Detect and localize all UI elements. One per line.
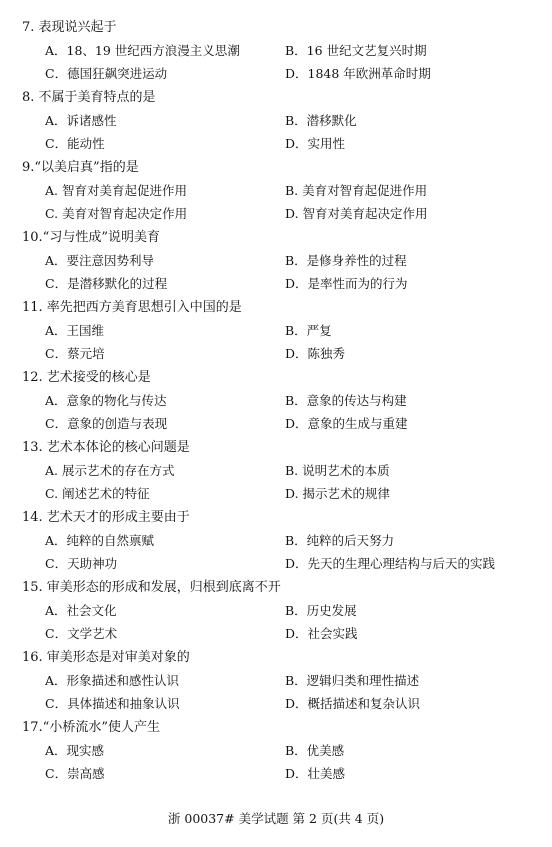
option-a: A．诉诸感性 (45, 113, 117, 128)
option-d: D．壮美感 (285, 766, 346, 781)
question-stem: 8. 不属于美育特点的是 (22, 90, 156, 105)
option-b: B．优美感 (285, 743, 345, 758)
option-a: A．要注意因势利导 (45, 253, 155, 268)
option-a: A．社会文化 (45, 603, 117, 618)
option-b: B．历史发展 (285, 603, 357, 618)
question-stem: 14. 艺术天才的形成主要由于 (22, 510, 190, 525)
option-c: C．具体描述和抽象认识 (45, 696, 180, 711)
question-8 (0, 90, 552, 160)
question-9 (0, 160, 552, 230)
option-a: A. 智育对美育起促进作用 (45, 183, 187, 198)
option-d: D．陈独秀 (285, 346, 346, 361)
option-d: D．实用性 (285, 136, 346, 151)
page-footer: 浙 00037# 美学试题 第 2 页(共 4 页) (167, 811, 385, 826)
option-b: B．意象的传达与构建 (285, 393, 407, 408)
question-17 (0, 720, 552, 790)
question-16 (0, 650, 552, 720)
option-a: A．意象的物化与传达 (45, 393, 167, 408)
question-stem: 9.“以美启真”指的是 (22, 160, 139, 175)
question-stem: 15. 审美形态的形成和发展，归根到底离不开 (22, 580, 281, 595)
option-d: D．先天的生理心理结构与后天的实践 (285, 556, 496, 571)
option-c: C．是潜移默化的过程 (45, 276, 168, 291)
option-a: A．形象描述和感性认识 (45, 673, 180, 688)
option-b: B．潜移默化 (285, 113, 357, 128)
question-10 (0, 230, 552, 300)
question-stem: 17.“小桥流水”使人产生 (22, 720, 160, 735)
option-b: B．逻辑归类和理性描述 (285, 673, 420, 688)
option-c: C．能动性 (45, 136, 105, 151)
question-14 (0, 510, 552, 580)
question-12 (0, 370, 552, 440)
option-c: C．德国狂飙突进运动 (45, 66, 168, 81)
option-d: D．1848 年欧洲革命时期 (285, 66, 431, 81)
question-stem: 12. 艺术接受的核心是 (22, 370, 151, 385)
question-13 (0, 440, 552, 510)
question-7 (0, 20, 552, 90)
question-11 (0, 300, 552, 370)
option-b: B．严复 (285, 323, 332, 338)
option-a: A．纯粹的自然禀赋 (45, 533, 155, 548)
option-b: B．16 世纪文艺复兴时期 (285, 43, 427, 58)
question-stem: 13. 艺术本体论的核心问题是 (22, 440, 190, 455)
option-a: A. 展示艺术的存在方式 (45, 463, 175, 478)
option-c: C. 阐述艺术的特征 (45, 486, 150, 501)
option-c: C．意象的创造与表现 (45, 416, 168, 431)
option-b: B．是修身养性的过程 (285, 253, 407, 268)
question-15 (0, 580, 552, 650)
option-d: D. 揭示艺术的规律 (285, 486, 391, 501)
option-c: C. 美育对智育起决定作用 (45, 206, 188, 221)
option-a: A．王国维 (45, 323, 105, 338)
option-a: A．现实感 (45, 743, 105, 758)
option-c: C．蔡元培 (45, 346, 105, 361)
option-b: B. 美育对智育起促进作用 (285, 183, 428, 198)
option-c: C．天助神功 (45, 556, 118, 571)
option-b: B．纯粹的后天努力 (285, 533, 395, 548)
option-d: D．概括描述和复杂认识 (285, 696, 421, 711)
question-stem: 11. 率先把西方美育思想引入中国的是 (22, 300, 242, 315)
question-stem: 10.“习与性成”说明美育 (22, 230, 160, 245)
option-b: B. 说明艺术的本质 (285, 463, 390, 478)
option-d: D．意象的生成与重建 (285, 416, 408, 431)
option-c: C．文学艺术 (45, 626, 118, 641)
option-d: D．是率性而为的行为 (285, 276, 408, 291)
question-stem: 16. 审美形态是对审美对象的 (22, 650, 190, 665)
option-a: A．18、19 世纪西方浪漫主义思潮 (45, 43, 240, 58)
question-stem: 7. 表现说兴起于 (22, 20, 117, 35)
option-d: D. 智育对美育起决定作用 (285, 206, 428, 221)
option-d: D．社会实践 (285, 626, 358, 641)
option-c: C．崇高感 (45, 766, 105, 781)
